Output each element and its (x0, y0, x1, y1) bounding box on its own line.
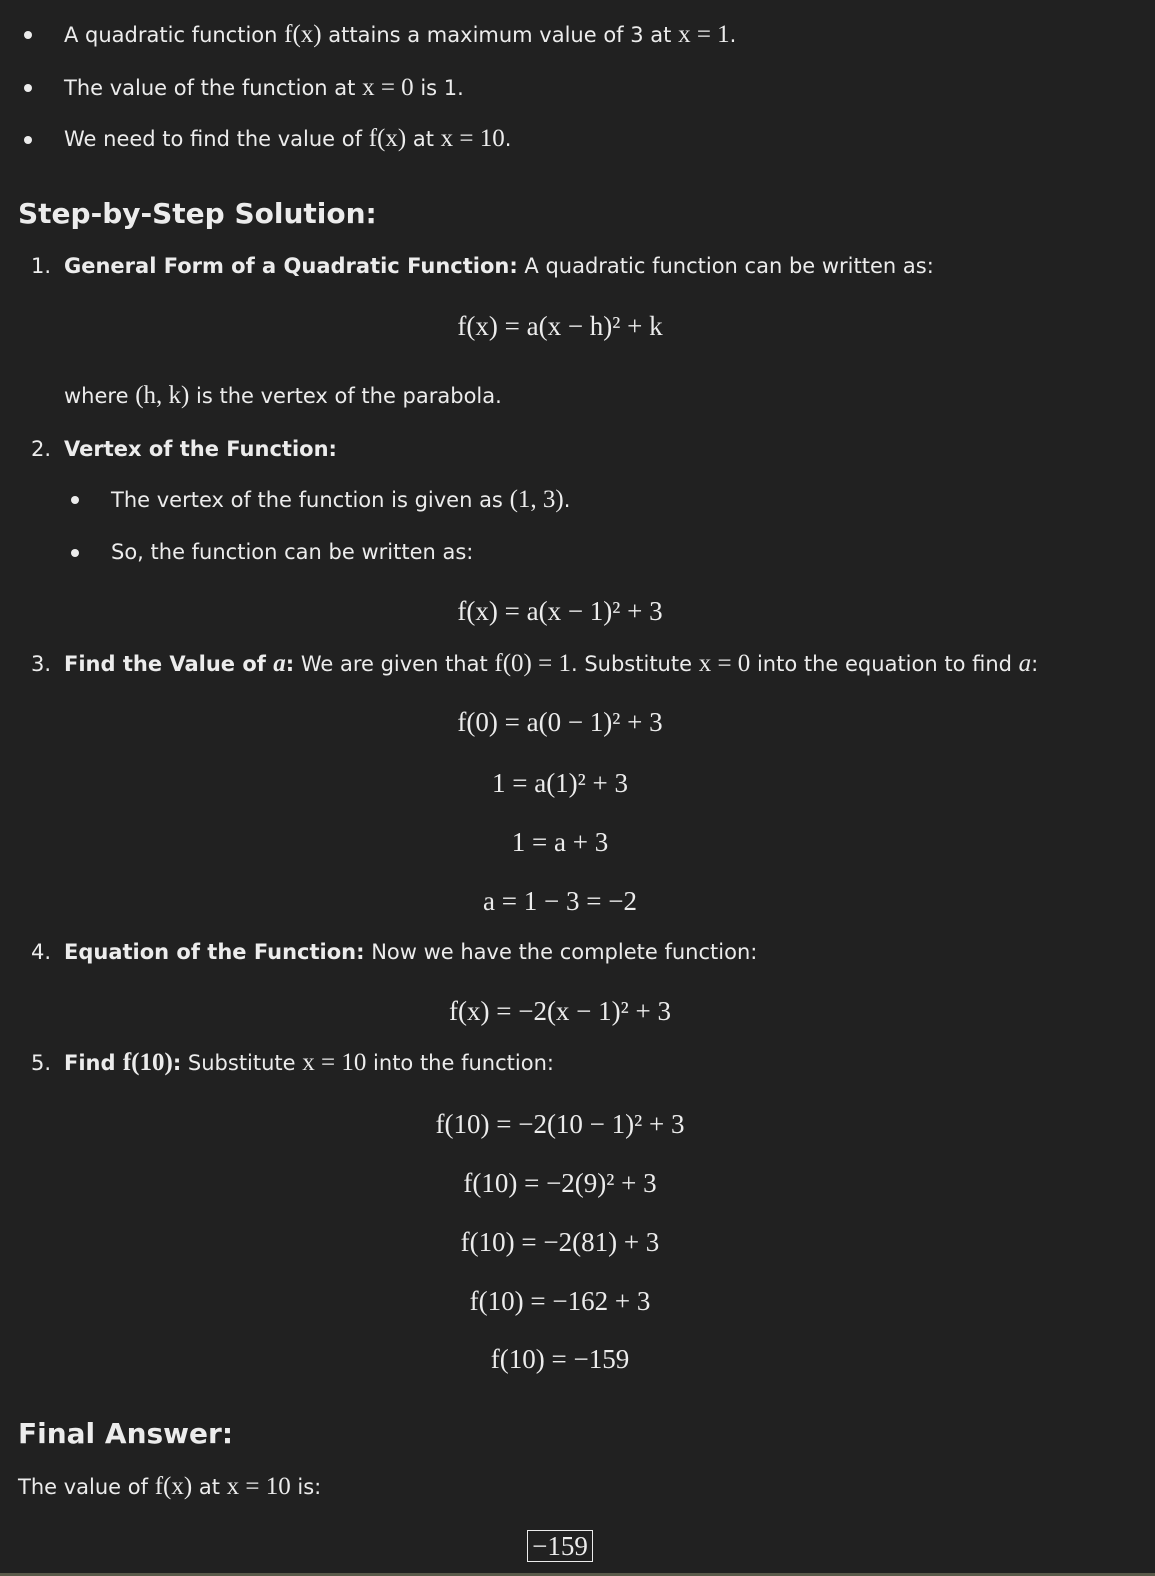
bullet-dot (71, 496, 79, 504)
step-2-title: Vertex of the Function: (64, 437, 337, 461)
equation: f(0) = a(0 − 1)² + 3 (457, 707, 663, 737)
intro-bullet-1: A quadratic function f(x) attains a maximum value of 3 at x = 1. (64, 21, 737, 48)
equation: f(x) = a(x − h)² + k (457, 311, 663, 341)
equation: f(x) = a(x − 1)² + 3 (457, 596, 663, 626)
bullet-dot (24, 84, 32, 92)
bullet-dot (24, 31, 32, 39)
step-number: 4. (30, 940, 51, 964)
math-fx: f(x) (284, 21, 322, 48)
equation: 1 = a + 3 (511, 827, 609, 857)
final-heading: Final Answer: (18, 1417, 234, 1450)
step-5-text: Find f(10): Substitute x = 10 into the function: (64, 1049, 554, 1076)
step-2-sub-2: So, the function can be written as: (111, 540, 474, 564)
math-x1: x = 1 (678, 21, 730, 48)
bullet-dot (71, 549, 79, 557)
final-answer: −159 (527, 1530, 593, 1562)
equation: a = 1 − 3 = −2 (483, 886, 637, 916)
equation: 1 = a(1)² + 3 (491, 768, 628, 798)
equation: f(10) = −2(10 − 1)² + 3 (435, 1109, 685, 1139)
step-1-note: where (h, k) is the vertex of the parabola. (64, 382, 502, 409)
math-fx: f(x) (368, 125, 407, 152)
step-number: 3. (30, 652, 51, 676)
step-number: 5. (30, 1051, 51, 1075)
final-text: The value of f(x) at x = 10 is: (18, 1473, 322, 1500)
equation: f(10) = −159 (490, 1344, 630, 1374)
math-x10: x = 10 (440, 125, 505, 152)
final-answer-box (0, 1530, 1120, 1565)
step-4-text: Equation of the Function: Now we have the complete function: (64, 940, 758, 964)
equation: f(x) = −2(x − 1)² + 3 (449, 996, 671, 1026)
equation: f(10) = −2(81) + 3 (460, 1227, 660, 1257)
equation: f(10) = −2(9)² + 3 (463, 1168, 657, 1198)
equation: f(10) = −162 + 3 (469, 1286, 651, 1316)
step-number: 1. (30, 254, 51, 278)
step-number: 2. (30, 437, 51, 461)
math-x0: x = 0 (362, 74, 414, 101)
intro-bullet-3: We need to find the value of f(x) at x = 10. (64, 125, 512, 152)
step-1-text: General Form of a Quadratic Function: A quadratic function can be written as: (64, 254, 934, 278)
solution-heading: Step-by-Step Solution: (18, 197, 377, 230)
intro-bullet-2: The value of the function at x = 0 is 1. (64, 74, 464, 101)
bullet-dot (24, 136, 32, 144)
step-3-text: Find the Value of a: We are given that f(0) = 1. Substitute x = 0 into the equation to find a: (64, 650, 1039, 677)
step-2-sub-1: The vertex of the function is given as (1, 3). (111, 486, 571, 513)
